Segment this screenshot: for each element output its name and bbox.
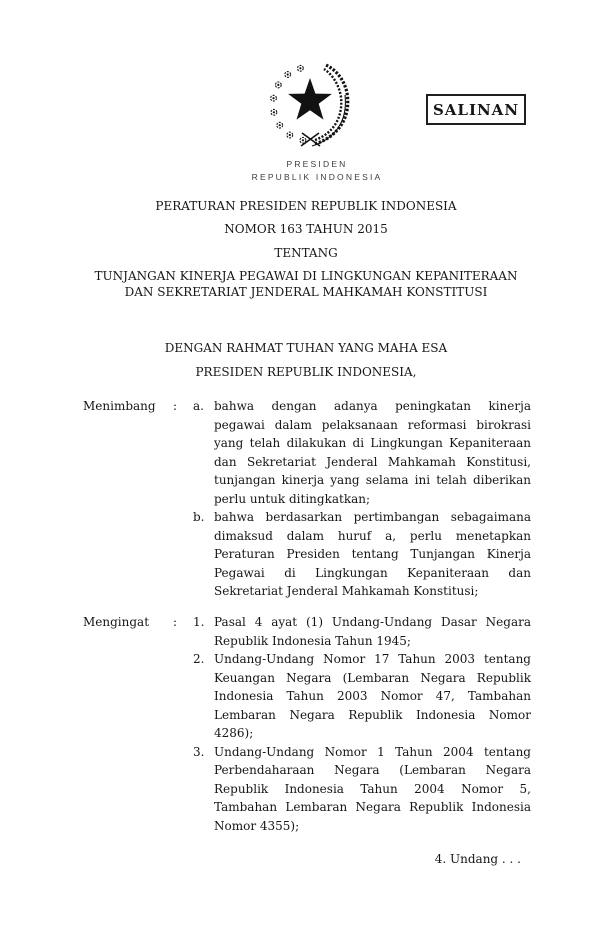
item-text: bahwa berdasarkan pertimbangan sebagaimana dimaksud dalam huruf a, perlu menetapkan Peraturan Presiden tentang Tunjangan Kinerja Pegawai di Lingkungan Kepaniteraan dan Sekretariat Jenderal Mahkamah Konstitusi; [214, 510, 531, 598]
letterhead-presiden: PRESIDEN [286, 159, 348, 169]
item-marker: 2. [193, 652, 205, 666]
letterhead-republik-indonesia: REPUBLIK INDONESIA [251, 172, 383, 182]
menimbang-clause [83, 397, 531, 601]
item-text: Pasal 4 ayat (1) Undang-Undang Dasar Negara Republik Indonesia Tahun 1945; [214, 615, 531, 648]
presidential-emblem-icon [263, 62, 351, 148]
menimbang-colon: : [173, 399, 178, 413]
salinan-stamp [426, 94, 526, 125]
item-marker: 3. [193, 744, 205, 759]
legal-basis-item-3 [193, 743, 531, 836]
mengingat-items [193, 613, 531, 835]
letterhead [11, 158, 612, 184]
tentang-label: TENTANG [274, 246, 338, 260]
item-marker: 1. [193, 615, 205, 629]
menimbang-items [193, 397, 531, 601]
item-marker: b. [193, 510, 205, 524]
regulation-subject-line1: TUNJANGAN KINERJA PEGAWAI DI LINGKUNGAN KEPANITERAAN [94, 269, 518, 283]
invocation-line: DENGAN RAHMAT TUHAN YANG MAHA ESA [164, 341, 448, 355]
mengingat-label: Mengingat [83, 615, 150, 629]
consideration-item-b [193, 508, 531, 601]
item-text: bahwa dengan adanya peningkatan kinerja pegawai dalam pelaksanaan reformasi birokrasi yang telah dilakukan di Lingkungan Kepaniteraan dan Sekretariat Jenderal Mahkamah Konstitusi, tunjangan kinerja yang selama ini telah diberikan perlu untuk ditingkatkan; [214, 399, 531, 506]
mengingat-clause [83, 613, 531, 835]
item-text: Undang-Undang Nomor 1 Tahun 2004 tentang Perbendaharaan Negara (Lembaran Negara Republik Indonesia Tahun 2004 Nomor 5, Tambahan Lembaran Negara Republik Indonesia Nomor 4355); [214, 744, 531, 833]
menimbang-label: Menimbang [83, 399, 156, 413]
legal-basis-item-1 [193, 613, 531, 650]
page-catchword: 4. Undang . . . [434, 852, 521, 866]
regulation-title: PERATURAN PRESIDEN REPUBLIK INDONESIA [155, 199, 457, 213]
legal-basis-item-2 [193, 650, 531, 743]
regulation-number: NOMOR 163 TAHUN 2015 [224, 222, 388, 236]
salinan-stamp-label: SALINAN [432, 100, 520, 119]
item-marker: a. [193, 399, 204, 413]
consideration-item-a [193, 397, 531, 508]
item-text: Undang-Undang Nomor 17 Tahun 2003 tentang Keuangan Negara (Lembaran Negara Republik Indonesia Tahun 2003 Nomor 47, Tambahan Lembaran Negara Republik Indonesia Nomor 4286); [214, 652, 531, 740]
mengingat-colon: : [173, 615, 178, 629]
regulation-subject-line2: DAN SEKRETARIAT JENDERAL MAHKAMAH KONSTITUSI [124, 284, 488, 299]
authority-line: PRESIDEN REPUBLIK INDONESIA, [195, 365, 417, 379]
